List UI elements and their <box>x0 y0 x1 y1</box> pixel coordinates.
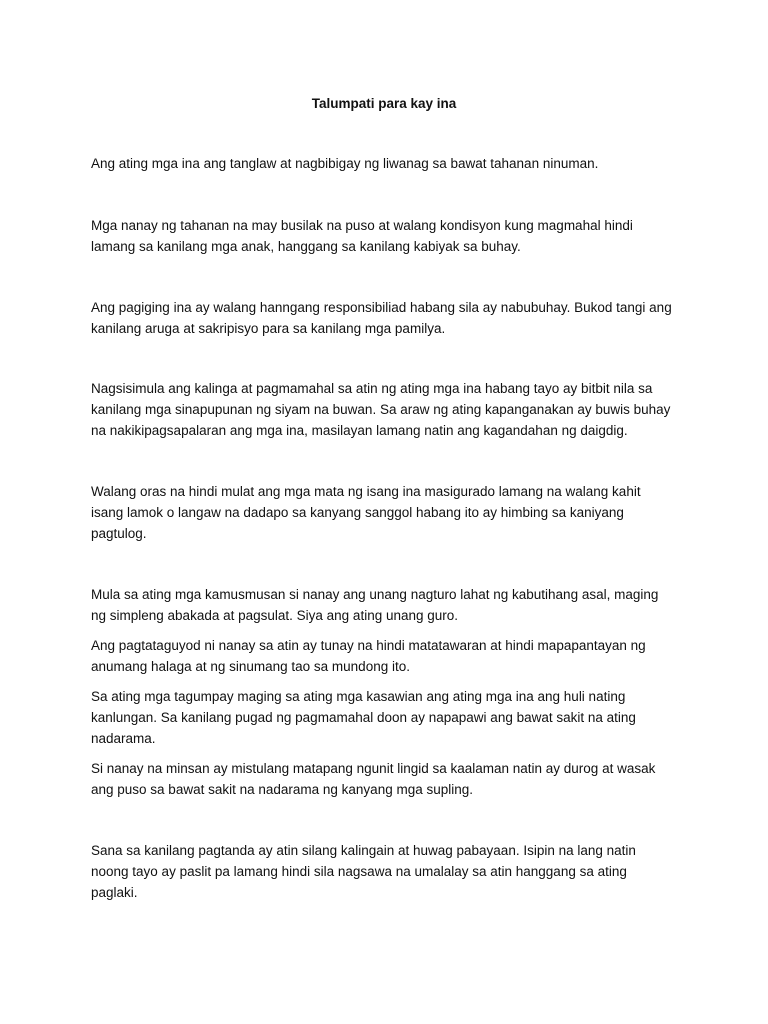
paragraph-line: Ang pagiging ina ay walang hanngang responsibiliad habang sila ay nabubuhay. Bukod tangi ang <box>91 300 672 315</box>
document-title: Talumpati para kay ina <box>311 96 457 111</box>
paragraph-line: Ang pagtataguyod ni nanay sa atin ay tunay na hindi matatawaran at hindi mapapantayan ng <box>91 638 646 653</box>
paragraph-line: Si nanay na minsan ay mistulang matapang ngunit lingid sa kaalaman natin ay durog at wasak <box>91 761 656 776</box>
paragraph-line: Walang oras na hindi mulat ang mga mata ng isang ina masigurado lamang na walang kahit <box>91 484 641 499</box>
paragraph <box>91 153 681 174</box>
paragraph <box>91 635 681 677</box>
paragraph-line: paglaki. <box>91 885 138 900</box>
paragraph <box>91 840 681 903</box>
paragraph <box>91 378 681 441</box>
paragraph <box>91 481 681 544</box>
paragraph-line: noong tayo ay paslit pa lamang hindi sila nagsawa na umalalay sa atin hanggang sa ating <box>91 864 627 879</box>
paragraph-line: ang puso sa bawat sakit na nadarama ng kanyang mga supling. <box>91 782 474 797</box>
paragraph-line: isang lamok o langaw na dadapo sa kanyang sanggol habang ito ay himbing sa kaniyang <box>91 505 624 520</box>
paragraph-line: na nakikipagsapalaran ang mga ina, masilayan lamang natin ang kagandahan ng daigdig. <box>91 423 628 438</box>
paragraph-line: Sa ating mga tagumpay maging sa ating mga kasawian ang ating mga ina ang huli nating <box>91 689 626 704</box>
paragraph-line: Mula sa ating mga kamusmusan si nanay ang unang nagturo lahat ng kabutihang asal, maging <box>91 587 659 602</box>
paragraph-line: nadarama. <box>91 731 156 746</box>
paragraph-line: pagtulog. <box>91 526 147 541</box>
paragraph-line: kanilang mga sinapupunan ng siyam na buwan. Sa araw ng ating kapanganakan ay buwis buhay <box>91 402 671 417</box>
paragraph-line: Sana sa kanilang pagtanda ay atin silang kalingain at huwag pabayaan. Isipin na lang natin <box>91 843 636 858</box>
paragraph-line: ng simpleng abakada at pagsulat. Siya ang ating unang guro. <box>91 608 459 623</box>
paragraph <box>91 215 681 257</box>
paragraph <box>91 297 681 339</box>
paragraph-line: kanilang aruga at sakripisyo para sa kanilang mga pamilya. <box>91 321 446 336</box>
paragraph-line: Nagsisimula ang kalinga at pagmamahal sa atin ng ating mga ina habang tayo ay bitbit nila sa <box>91 381 653 396</box>
paragraph-line: Mga nanay ng tahanan na may busilak na puso at walang kondisyon kung magmahal hindi <box>91 218 633 233</box>
paragraph-line: Ang ating mga ina ang tanglaw at nagbibigay ng liwanag sa bawat tahanan ninuman. <box>91 156 599 171</box>
paragraph <box>91 758 681 800</box>
paragraph-line: lamang sa kanilang mga anak, hanggang sa kanilang kabiyak sa buhay. <box>91 239 521 254</box>
paragraph <box>91 686 681 749</box>
paragraph-line: kanlungan. Sa kanilang pugad ng pagmamahal doon ay napapawi ang bawat sakit na ating <box>91 710 636 725</box>
paragraph <box>91 584 681 626</box>
paragraph-line: anumang halaga at ng sinumang tao sa mundong ito. <box>91 659 410 674</box>
